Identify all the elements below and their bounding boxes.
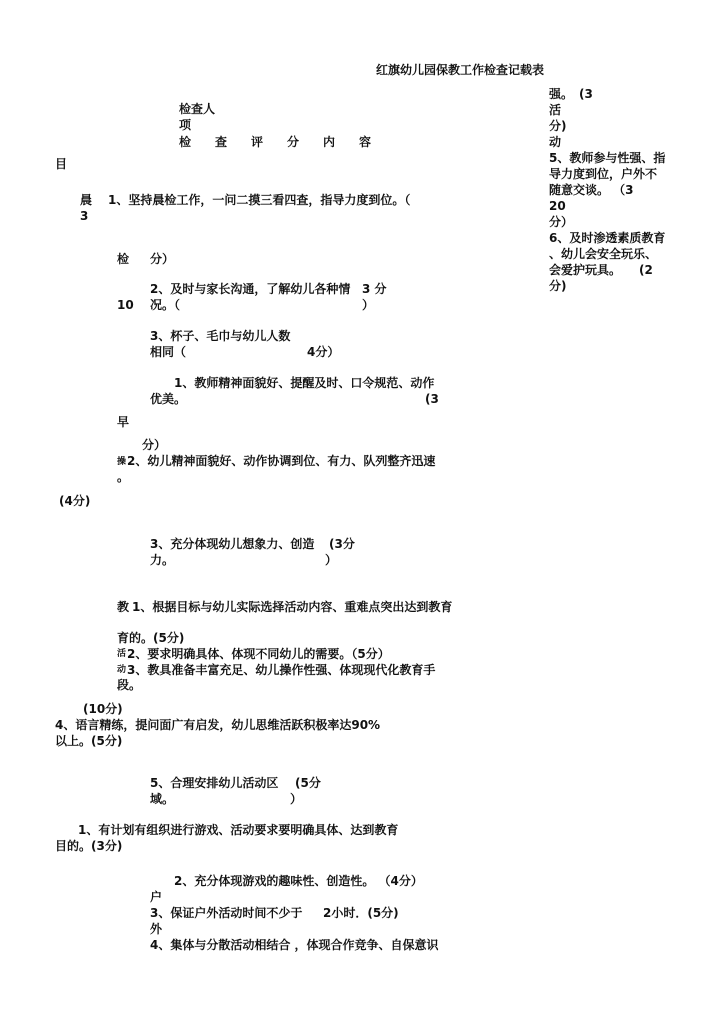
morning-exercise-item-1-score: (3 [425, 392, 439, 406]
teaching-item-5-cont: 域。 [150, 792, 175, 806]
morning-exercise-item-3-score: (3分 [329, 537, 355, 551]
morning-check-category: 检 [117, 252, 130, 266]
outdoor-category: 户 [150, 890, 163, 904]
morning-check-item-2-score: 3 分 [362, 282, 387, 296]
morning-exercise-category: 操 [117, 457, 127, 467]
outdoor-item-1: 1、有计划有组织进行游戏、活动要求要明确具体、达到教育 [78, 823, 399, 837]
page-title: 红旗幼儿园保教工作检查记载表 [376, 63, 545, 77]
morning-check-item-3-cont: 相同（ [150, 345, 187, 359]
morning-exercise-item-2: 2、幼儿精神面貌好、动作协调到位、有力、队列整齐迅速 [127, 454, 436, 468]
teaching-subtotal: (10分) [83, 702, 123, 716]
outdoor-item-3-cont: 2小时．(5分) [323, 906, 399, 920]
teaching-category: 活 [117, 649, 127, 659]
morning-check-category: 3 [80, 209, 89, 223]
morning-check-item-1-end: 分） [150, 252, 175, 266]
morning-exercise-item-3: 3、充分体现幼儿想象力、创造 [150, 537, 315, 551]
right-line: 随意交谈。 （3 [549, 183, 634, 197]
morning-check-item-3-score: 4分） [307, 345, 340, 359]
teaching-item-3-cont: 段。 [117, 678, 142, 692]
right-line: 会爱护玩具。 (2 [549, 263, 653, 277]
morning-exercise-category: 早 [117, 415, 130, 429]
teaching-item-4-cont: 以上。(5分) [55, 734, 123, 748]
morning-exercise-item-2-cont: 。 [117, 470, 130, 484]
teaching-item-5-score: (5分 [295, 776, 321, 790]
inspector-label: 检查人 [179, 102, 216, 116]
morning-check-category: 晨 [80, 193, 93, 207]
teaching-item-3: 3、教具准备丰富充足、幼儿操作性强、体现现代化教育手 [127, 663, 436, 677]
right-line: 、幼儿会安全玩乐、 [549, 247, 658, 261]
morning-exercise-item-3-close: ） [325, 553, 338, 567]
teaching-item-2: 2、要求明确具体、体现不同幼儿的需要。（5分） [127, 647, 390, 661]
right-line: 6、及时渗透素质教育 [549, 231, 666, 245]
outdoor-item-4: 4、集体与分散活动相结合 ，体现合作竞争、自保意识 [150, 938, 439, 952]
right-line: 强。 (3 [549, 87, 593, 101]
right-line: 导力度到位，户外不 [549, 167, 658, 181]
morning-check-category: 10 [117, 298, 134, 312]
right-line: 5、教师参与性强、指 [549, 151, 666, 165]
right-line: 活 [549, 103, 562, 117]
outdoor-item-2: 2、充分体现游戏的趣味性、创造性。 （4分） [174, 874, 423, 888]
morning-check-item-2-close: ） [362, 298, 375, 312]
right-line: 动 [549, 135, 562, 149]
right-line: 分） [549, 215, 574, 229]
morning-check-item-3: 3、杯子、毛巾与幼儿人数 [150, 329, 291, 343]
teaching-item-1: 1、根据目标与幼儿实际选择活动内容、重难点突出达到教育 [132, 600, 453, 614]
teaching-category: 教 [117, 600, 130, 614]
outdoor-item-1-cont: 目的。(3分) [55, 839, 123, 853]
teaching-category: 动 [117, 665, 127, 675]
item-label: 项 [179, 118, 192, 132]
morning-exercise-item-2-score: (4分) [59, 494, 91, 508]
item-label-cont: 目 [55, 157, 68, 171]
teaching-item-1-cont: 育的。(5分) [117, 631, 185, 645]
teaching-item-5-close: ） [290, 792, 303, 806]
morning-exercise-item-3-cont: 力。 [150, 553, 175, 567]
morning-check-item-2: 2、及时与家长沟通，了解幼儿各种情 [150, 282, 351, 296]
right-line: 20 [549, 199, 566, 213]
outdoor-category: 外 [150, 922, 163, 936]
content-heading: 检 查 评 分 内 容 [179, 135, 372, 149]
right-line: 分) [549, 119, 567, 133]
outdoor-item-3: 3、保证户外活动时间不少于 [150, 906, 303, 920]
morning-exercise-item-1: 1、教师精神面貌好、提醒及时、口令规范、动作 [174, 376, 435, 390]
morning-check-item-1: 1、坚持晨检工作，一问二摸三看四查，指导力度到位。（ [108, 193, 411, 207]
right-line: 分) [549, 279, 567, 293]
teaching-item-5: 5、合理安排幼儿活动区 [150, 776, 279, 790]
morning-check-item-2-cont: 况。（ [150, 298, 181, 312]
teaching-item-4: 4、语言精练，提问面广有启发，幼儿思维活跃积极率达90% [55, 718, 381, 732]
morning-exercise-item-1-cont: 优美。 [150, 392, 187, 406]
morning-exercise-item-1-end: 分） [142, 438, 167, 452]
